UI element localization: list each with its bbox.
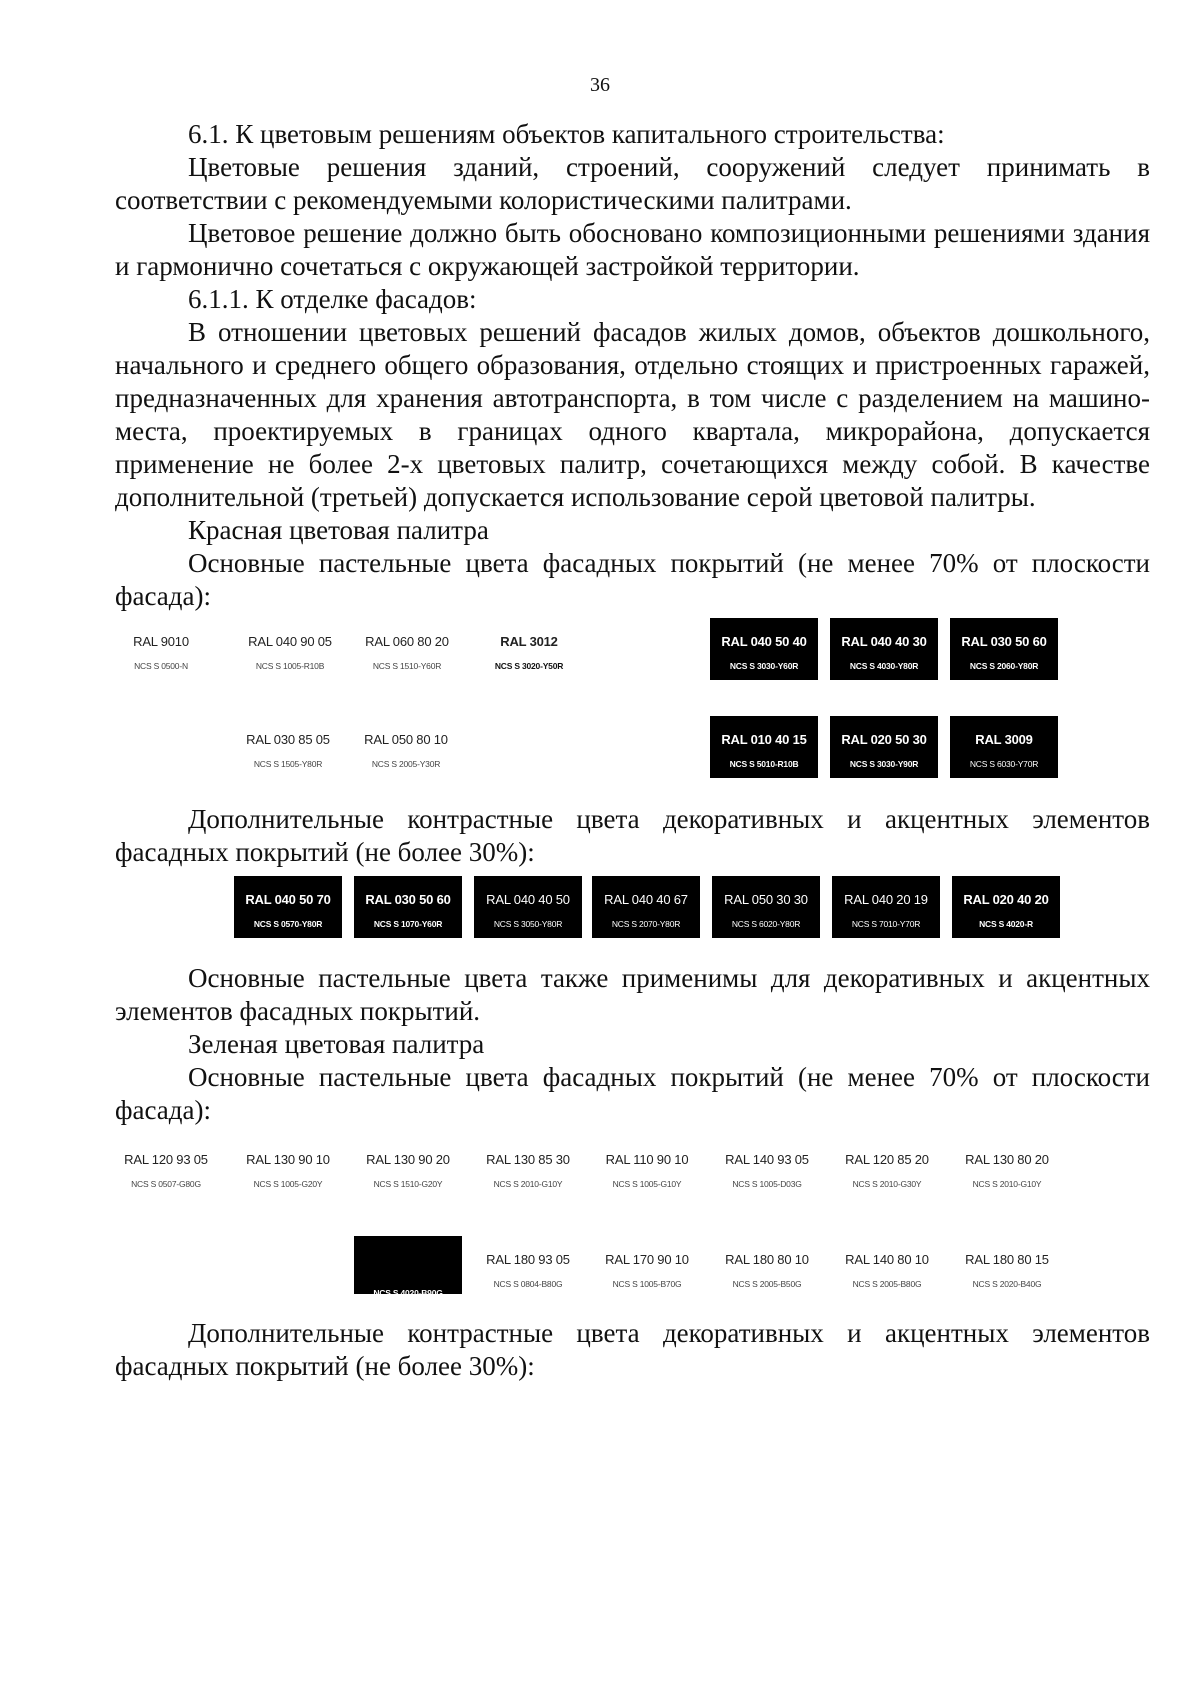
color-swatch (234, 716, 342, 778)
paragraph-color-justification: Цветовое решение должно быть обосновано композиционными решениями здания и гармонично сочетаться с окружающей застройкой территории. (115, 218, 1150, 281)
ral-code: RAL 040 50 40 (721, 634, 807, 649)
green-main-swatch-row-1 (0, 1136, 1200, 1198)
ncs-code: NCS S 2005-B80G (852, 1279, 922, 1289)
color-swatch (354, 876, 462, 938)
ral-code: RAL 010 40 15 (721, 732, 807, 747)
color-swatch (713, 1136, 821, 1198)
ral-code: RAL 030 50 60 (961, 634, 1047, 649)
ral-code: RAL 040 40 30 (841, 634, 927, 649)
heading-red-palette: Красная цветовая палитра (188, 515, 489, 545)
ncs-code: NCS S 3030-Y60R (729, 661, 799, 671)
ral-code: RAL 020 50 30 (841, 732, 927, 747)
ncs-code: NCS S 0570-Y80R (253, 919, 323, 929)
color-swatch (107, 618, 215, 680)
ral-code: RAL 130 90 20 (366, 1152, 450, 1167)
ncs-code: NCS S 1005-D03G (732, 1179, 802, 1189)
color-swatch (234, 1136, 342, 1198)
paragraph-red-main-colors: Основные пастельные цвета фасадных покрытий (не менее 70% от плоскости фасада): (115, 548, 1150, 611)
ncs-code: NCS S 0804-B80G (493, 1279, 563, 1289)
paragraph-red-accent-colors: Дополнительные контрастные цвета декоративных и акцентных элементов фасадных покрытий (не более 30%): (115, 804, 1150, 867)
ncs-code: NCS S 2020-B40G (972, 1279, 1042, 1289)
ncs-code: NCS S 7010-Y70R (851, 919, 921, 929)
ral-code: RAL 030 50 60 (365, 892, 451, 907)
ncs-code: NCS S 1510-Y60R (372, 661, 442, 671)
ncs-code: NCS S 0500-N (134, 661, 188, 671)
color-swatch (950, 618, 1058, 680)
ral-code: RAL 130 80 20 (965, 1152, 1049, 1167)
ncs-code: NCS S 1505-Y80R (253, 759, 323, 769)
color-swatch (830, 618, 938, 680)
ncs-code: NCS S 1005-G20Y (253, 1179, 323, 1189)
paragraph-green-accent-colors: Дополнительные контрастные цвета декоративных и акцентных элементов фасадных покрытий (не более 30%): (115, 1318, 1150, 1381)
ncs-code: NCS S 1005-B70G (612, 1279, 682, 1289)
ncs-code: NCS S 4030-Y80R (849, 661, 919, 671)
ral-code: RAL 140 80 10 (845, 1252, 929, 1267)
paragraph-pastel-applicable: Основные пастельные цвета также применимы для декоративных и акцентных элементов фасадных покрытий. (115, 963, 1150, 1026)
ral-code: RAL 180 93 05 (486, 1252, 570, 1267)
ncs-code: NCS S 1510-G20Y (373, 1179, 443, 1189)
ral-code: RAL 130 90 10 (246, 1152, 330, 1167)
ncs-code: NCS S 1005-R10B (255, 661, 325, 671)
ral-code: RAL 140 93 05 (725, 1152, 809, 1167)
ncs-code: NCS S 6030-Y70R (969, 759, 1039, 769)
color-swatch (953, 1236, 1061, 1298)
paragraph-green-main-colors: Основные пастельные цвета фасадных покрытий (не менее 70% от плоскости фасада): (115, 1062, 1150, 1125)
ral-code: RAL 130 85 30 (486, 1152, 570, 1167)
ral-code: RAL 180 80 10 (725, 1252, 809, 1267)
color-swatch (474, 876, 582, 938)
color-swatch-illegible (107, 716, 215, 778)
ral-code: RAL 120 85 20 (845, 1152, 929, 1167)
ncs-code: NCS S 1070-Y60R (373, 919, 443, 929)
ncs-code: NCS S 2070-Y80R (611, 919, 681, 929)
red-accent-swatch-row (0, 876, 1200, 938)
ncs-code: NCS S 2010-G10Y (493, 1179, 563, 1189)
color-swatch (950, 716, 1058, 778)
ral-code: RAL 040 50 70 (245, 892, 331, 907)
color-swatch (474, 1136, 582, 1198)
ncs-code: NCS S 4020-B90G (373, 1288, 443, 1298)
red-main-swatch-row-2 (0, 716, 1200, 778)
ral-code: RAL 180 80 15 (965, 1252, 1049, 1267)
color-swatch (830, 716, 938, 778)
clause-6-1-1: 6.1.1. К отделке фасадов: (188, 284, 477, 314)
color-swatch (712, 876, 820, 938)
green-main-swatch-row-2 (0, 1236, 1200, 1298)
ral-code: RAL 040 20 19 (844, 892, 928, 907)
ncs-code: NCS S 2005-B50G (732, 1279, 802, 1289)
clause-6-1: 6.1. К цветовым решениям объектов капитального строительства: (188, 119, 945, 149)
color-swatch (475, 618, 583, 680)
ral-code: RAL 170 90 10 (605, 1252, 689, 1267)
color-swatch (353, 618, 461, 680)
color-swatch (234, 876, 342, 938)
color-swatch (354, 1136, 462, 1198)
ral-code: RAL 040 40 50 (486, 892, 570, 907)
ral-code: RAL 120 93 05 (124, 1152, 208, 1167)
color-swatch (474, 1236, 582, 1298)
ral-code: RAL 050 80 10 (364, 732, 448, 747)
color-swatch (832, 876, 940, 938)
ncs-code: NCS S 3050-Y80R (493, 919, 563, 929)
color-swatch (593, 1136, 701, 1198)
ral-code: RAL 030 85 05 (246, 732, 330, 747)
paragraph-facade-palettes: В отношении цветовых решений фасадов жилых домов, объектов дошкольного, начального и среднего общего образования, отдельно стоящих и пристроенных гаражей, предназначенных для хранения автотранспорта, в том числе с разделением на машино-места, проектируемых в границах одного квартала, микрорайона, допускается применение не более 2-х цветовых палитр, сочетающихся между собой. В качестве дополнительной (третьей) допускается использование серой цветовой палитры. (115, 317, 1150, 512)
color-swatch (354, 1236, 462, 1298)
ral-code: RAL 040 90 05 (248, 634, 332, 649)
color-swatch (953, 1136, 1061, 1198)
heading-green-palette: Зеленая цветовая палитра (188, 1029, 485, 1059)
ral-code: RAL 9010 (133, 634, 189, 649)
color-swatch (713, 1236, 821, 1298)
color-swatch (593, 1236, 701, 1298)
color-swatch (952, 876, 1060, 938)
paragraph-color-solutions: Цветовые решения зданий, строений, сооружений следует принимать в соответствии с рекомендуемыми колористическими палитрами. (115, 152, 1150, 215)
color-swatch (236, 618, 344, 680)
ncs-code: NCS S 4020-R (979, 919, 1033, 929)
ncs-code: NCS S 3020-Y50R (494, 661, 564, 671)
color-swatch (112, 1136, 220, 1198)
color-swatch (710, 618, 818, 680)
ral-code: RAL 060 80 20 (365, 634, 449, 649)
color-swatch (710, 716, 818, 778)
color-swatch (352, 716, 460, 778)
ral-code: RAL 3012 (500, 634, 558, 649)
page-number: 36 (590, 74, 610, 96)
ncs-code: NCS S 1005-G10Y (612, 1179, 682, 1189)
ncs-code: NCS S 5010-R10B (729, 759, 799, 769)
ncs-code: NCS S 0507-G80G (131, 1179, 201, 1189)
ncs-code: NCS S 6020-Y80R (731, 919, 801, 929)
color-swatch (833, 1236, 941, 1298)
ncs-code: NCS S 2010-G30Y (852, 1179, 922, 1189)
red-main-swatch-row-1 (0, 618, 1200, 680)
ncs-code: NCS S 3030-Y90R (849, 759, 919, 769)
ncs-code: NCS S 2010-G10Y (972, 1179, 1042, 1189)
ncs-code: NCS S 2060-Y80R (969, 661, 1039, 671)
ral-code: RAL 110 90 10 (605, 1152, 689, 1167)
ncs-code: NCS S 2005-Y30R (371, 759, 441, 769)
color-swatch (592, 876, 700, 938)
ral-code: RAL 3009 (975, 732, 1033, 747)
color-swatch (833, 1136, 941, 1198)
ral-code (354, 1252, 462, 1266)
ral-code: RAL 050 30 30 (724, 892, 808, 907)
ral-code: RAL 020 40 20 (963, 892, 1049, 907)
ral-code: RAL 040 40 67 (604, 892, 688, 907)
